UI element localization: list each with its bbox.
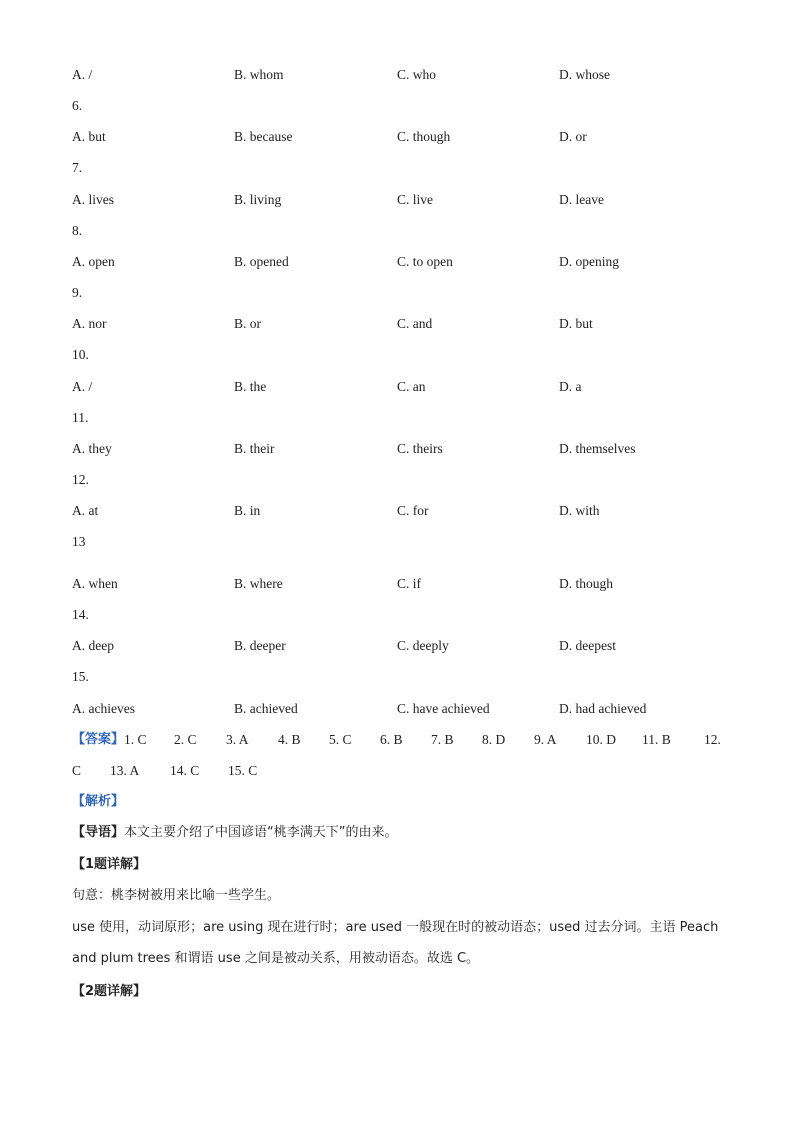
question-number-10: 10. xyxy=(72,347,89,362)
answer-item: 7. B xyxy=(431,732,454,747)
question-number-6: 6. xyxy=(72,98,83,113)
option-b: B. living xyxy=(234,192,282,207)
q1-explain-line-2: and plum trees 和谓语 use 之间是被动关系，用被动语态。故选 C。 xyxy=(72,951,480,966)
question-number-9: 9. xyxy=(72,285,83,300)
answer-item: 13. A xyxy=(110,763,140,778)
option-c: C. to open xyxy=(397,254,453,269)
options-row-10 xyxy=(72,377,732,397)
options-row-6 xyxy=(72,127,732,147)
options-row-9 xyxy=(72,314,732,334)
options-row-11 xyxy=(72,439,732,459)
answer-item: 1. C xyxy=(124,732,147,747)
option-d: D. a xyxy=(559,379,582,394)
answer-item: 11. B xyxy=(642,732,671,747)
answer-item: 14. C xyxy=(170,763,200,778)
answer-item: 3. A xyxy=(226,732,249,747)
option-c: C. an xyxy=(397,379,426,394)
answer-item: 8. D xyxy=(482,732,506,747)
intro-tag: 【导语】 xyxy=(72,825,125,840)
option-a: A. lives xyxy=(72,192,114,207)
option-a: A. deep xyxy=(72,638,114,653)
options-row-14 xyxy=(72,636,732,656)
option-b: B. or xyxy=(234,316,261,331)
option-b: B. whom xyxy=(234,67,284,82)
option-a: A. but xyxy=(72,129,106,144)
answer-key-line-2 xyxy=(72,761,732,781)
answer-key-line-1 xyxy=(72,730,732,750)
option-d: D. had achieved xyxy=(559,701,647,716)
option-d: D. but xyxy=(559,316,593,331)
option-c: C. though xyxy=(397,129,451,144)
question-number-14: 14. xyxy=(72,607,89,622)
option-d: D. leave xyxy=(559,192,604,207)
option-a: A. / xyxy=(72,67,93,82)
option-c: C. if xyxy=(397,576,422,591)
option-a: A. achieves xyxy=(72,701,135,716)
option-a: A. when xyxy=(72,576,118,591)
option-b: B. deeper xyxy=(234,638,286,653)
answer-item: 6. B xyxy=(380,732,403,747)
option-d: D. whose xyxy=(559,67,610,82)
option-a: A. they xyxy=(72,441,112,456)
option-b: B. the xyxy=(234,379,267,394)
option-d: D. with xyxy=(559,503,600,518)
option-a: A. / xyxy=(72,379,93,394)
answer-item: 9. A xyxy=(534,732,557,747)
option-b: B. opened xyxy=(234,254,289,269)
analysis-title: 【解析】 xyxy=(72,794,125,809)
options-row-12 xyxy=(72,501,732,521)
options-row-8 xyxy=(72,252,732,272)
answer-item: 4. B xyxy=(278,732,301,747)
option-c: C. theirs xyxy=(397,441,443,456)
options-row-7 xyxy=(72,190,732,210)
question-number-8: 8. xyxy=(72,223,83,238)
option-d: D. opening xyxy=(559,254,619,269)
question-number-11: 11. xyxy=(72,410,89,425)
answer-item: 5. C xyxy=(329,732,352,747)
option-d: D. or xyxy=(559,129,587,144)
option-c: C. for xyxy=(397,503,429,518)
option-c: C. deeply xyxy=(397,638,449,653)
intro-text: 本文主要介绍了中国谚语“桃李满天下”的由来。 xyxy=(124,825,398,840)
option-a: A. open xyxy=(72,254,115,269)
q1-explain-line-1: use 使用，动词原形；are using 现在进行时；are used 一般现在时的被动语态；used 过去分词。主语 Peach xyxy=(72,920,719,935)
option-d: D. though xyxy=(559,576,613,591)
answer-tag: 【答案】 xyxy=(72,732,125,747)
option-c: C. have achieved xyxy=(397,701,490,716)
question-number-7: 7. xyxy=(72,160,83,175)
q1-detail-title: 【1题详解】 xyxy=(72,857,147,872)
question-number-12: 12. xyxy=(72,472,89,487)
answer-item: 15. C xyxy=(228,763,258,778)
answer-item: 12. xyxy=(704,732,721,747)
answer-item: 2. C xyxy=(174,732,197,747)
option-b: B. because xyxy=(234,129,293,144)
option-b: B. where xyxy=(234,576,283,591)
option-d: D. themselves xyxy=(559,441,636,456)
options-row-15 xyxy=(72,699,732,719)
option-a: A. nor xyxy=(72,316,107,331)
option-d: D. deepest xyxy=(559,638,616,653)
option-a: A. at xyxy=(72,503,99,518)
options-row-13 xyxy=(72,574,732,594)
answer-item: 10. D xyxy=(586,732,616,747)
options-row-5 xyxy=(72,65,732,85)
option-b: B. their xyxy=(234,441,275,456)
question-number-15: 15. xyxy=(72,669,89,684)
intro-line xyxy=(72,823,398,843)
q1-sentence: 句意：桃李树被用来比喻一些学生。 xyxy=(72,888,281,903)
option-c: C. who xyxy=(397,67,437,82)
option-c: C. and xyxy=(397,316,433,331)
q2-detail-title: 【2题详解】 xyxy=(72,984,147,999)
question-number-13: 13 xyxy=(72,534,86,549)
option-b: B. achieved xyxy=(234,701,298,716)
option-b: B. in xyxy=(234,503,261,518)
option-c: C. live xyxy=(397,192,433,207)
answer-item: C xyxy=(72,763,82,778)
